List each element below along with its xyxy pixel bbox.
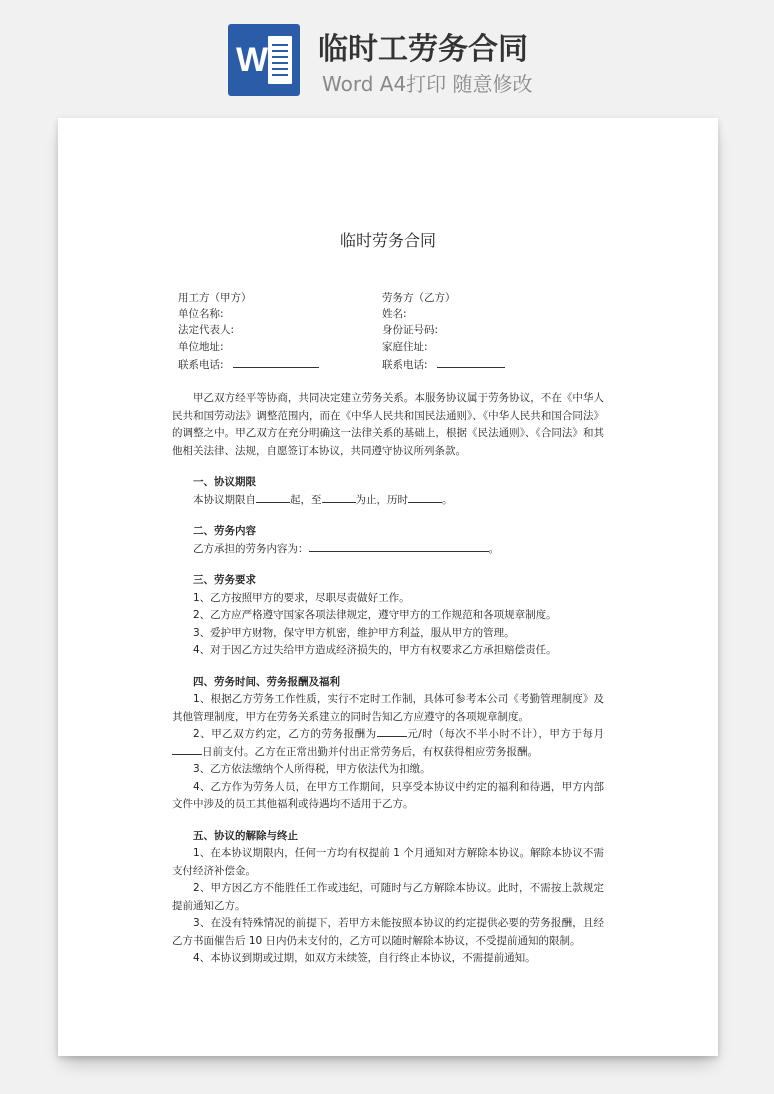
party-b-name: 姓名: [382,308,407,321]
section-1-term [172,492,604,510]
section-4-item-3: 3、乙方依法缴纳个人所得税，甲方依法代为扣缴。 [193,763,431,775]
section-5-item-1: 1、在本协议期限内，任何一方均有权提前 1 个月通知对方解除本协议。解除本协议不需支付经济补偿金。 [172,847,604,877]
party-a-phone-blank[interactable] [233,357,319,368]
party-b-id-no: 身份证号码: [382,324,439,337]
template-title: 临时工劳务合同 [318,32,528,67]
party-a-block [178,290,368,373]
section-2-content [172,541,604,559]
header-banner [0,0,774,110]
document-title: 临时劳务合同 [339,231,436,250]
hourly-rate-blank[interactable] [377,726,407,737]
section-4-item-1: 1、根据乙方劳务工作性质，实行不定时工作制，具体可参考本公司《考勤管理制度》及其他管理制度，甲方在劳务关系建立的同时告知乙方应遵守的各项规章制度。 [172,693,604,723]
term-end-blank[interactable] [322,492,356,503]
party-b-heading: 劳务方（乙方） [382,292,456,304]
section-4-item-4: 4、乙方作为劳务人员，在甲方工作期间，只享受本协议中约定的福利和待遇，甲方内部文件中涉及的员工其他福利或待遇均不适用于乙方。 [172,780,604,810]
section-5-item-2: 2、甲方因乙方不能胜任工作或违纪，可随时与乙方解除本协议。此时，不需按上款规定提前通知乙方。 [172,882,604,912]
party-a-heading: 用工方（甲方） [178,292,252,304]
section-4-item-2 [172,726,604,761]
section-3-item-3: 3、爱护甲方财物，保守甲方机密，维护甲方利益，服从甲方的管理。 [193,626,515,639]
party-a-phone-label: 联系电话: [178,358,224,371]
term-text-d: 。 [442,493,453,506]
service-content-end: 。 [488,542,499,555]
term-text-a: 本协议期限自 [193,493,256,506]
term-text-c: 为止，历时 [355,493,408,506]
term-start-blank[interactable] [256,492,290,503]
section-4-title: 四、劳务时间、劳务报酬及福利 [193,675,340,688]
party-a-legal-rep: 法定代表人: [178,324,235,337]
pay-text-c: 日前支付。乙方在正常出勤并付出正常劳务后，有权获得相应劳务报酬。 [202,745,538,758]
section-5-item-4: 4、本协议到期或过期，如双方未续签，自行终止本协议，不需提前通知。 [193,952,536,964]
party-b-phone-label: 联系电话: [382,358,428,371]
pay-day-blank[interactable] [172,744,202,755]
section-2-title: 二、劳务内容 [193,525,256,537]
section-3-title: 三、劳务要求 [193,574,256,586]
term-text-b: 起，至 [290,493,322,506]
document-page [58,118,718,1056]
section-5-item-3: 3、在没有特殊情况的前提下，若甲方未能按照本协议的约定提供必要的劳务报酬，且经乙方书面催告后 10 日内仍未支付的，乙方可以随时解除本协议，不受提前通知的限制。 [172,917,604,947]
party-a-address: 单位地址: [178,340,224,353]
pay-text-b: 元/时（每次不半小时不计），甲方于每月 [406,728,604,740]
party-b-phone-blank[interactable] [437,357,505,368]
section-3-item-2: 2、乙方应严格遵守国家各项法律规定，遵守甲方的工作规范和各项规章制度。 [193,609,557,621]
party-a-phone-row [178,357,368,373]
service-content-label: 乙方承担的劳务内容为： [193,542,309,555]
service-content-blank[interactable] [309,541,489,552]
section-3-item-4: 4、对于因乙方过失给甲方造成经济损失的，甲方有权要求乙方承担赔偿责任。 [193,644,557,656]
pay-text-a: 2、甲乙双方约定，乙方的劳务报酬为 [193,728,377,740]
party-a-unit-name: 单位名称: [178,308,224,321]
template-subtitle: Word A4打印 随意修改 [322,72,533,96]
term-duration-blank[interactable] [408,492,442,503]
intro-paragraph: 甲乙双方经平等协商，共同决定建立劳务关系。本服务协议属于劳务协议，不在《中华人民共和国劳动法》调整范围内，而在《中华人民共和国民法通则》、《中华人民共和国合同法》的调整之中。甲乙双方在充分明确这一法律关系的基础上，根据《民法通则》、《合同法》和其他相关法律、法规，自愿签订本协议，共同遵守协议所列条款。 [172,392,604,457]
section-1-title: 一、协议期限 [193,476,256,488]
word-icon-letter: W [235,41,269,79]
document-lines-icon [268,36,292,84]
party-b-phone-row [382,357,582,373]
contract-body [172,390,604,968]
party-b-home-address: 家庭住址: [382,340,428,353]
word-icon [228,24,300,96]
section-3-item-1: 1、乙方按照甲方的要求，尽职尽责做好工作。 [193,591,410,604]
section-5-title: 五、协议的解除与终止 [193,829,298,842]
party-b-block [382,290,582,373]
